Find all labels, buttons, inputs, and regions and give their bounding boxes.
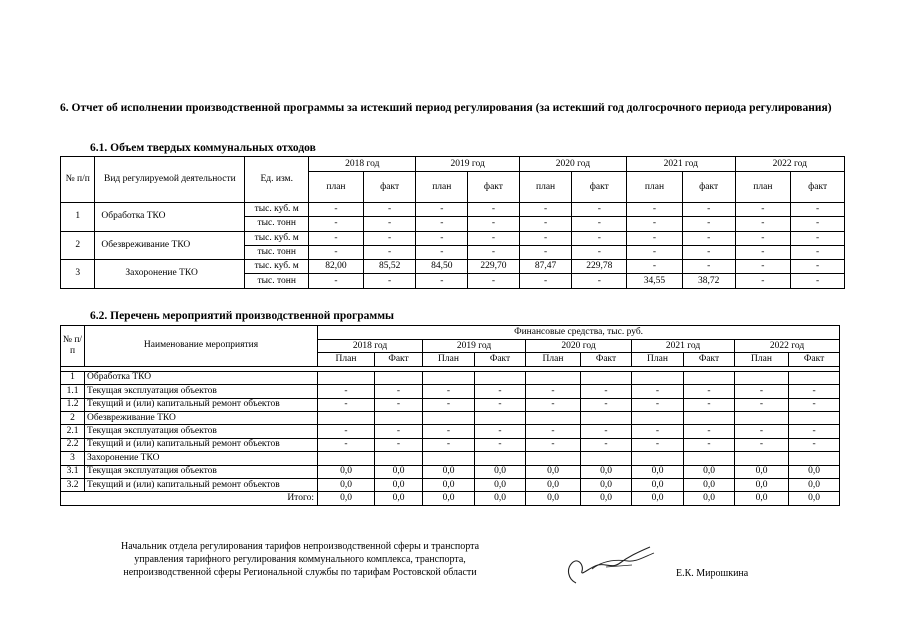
header-year: 2018 год (318, 340, 423, 353)
table-row (61, 425, 840, 438)
value-cell (318, 452, 375, 465)
table-row (61, 465, 840, 478)
value-cell: - (581, 385, 632, 398)
value-cell: - (309, 217, 364, 231)
value-cell (581, 452, 632, 465)
value-cell: - (627, 245, 683, 259)
value-cell: - (375, 425, 423, 438)
value-cell: 85,52 (363, 260, 416, 274)
value-cell: - (632, 398, 684, 411)
table-row (61, 438, 840, 451)
total-value-cell: 0,0 (632, 492, 684, 505)
value-cell (526, 411, 581, 424)
header-fact: факт (682, 172, 735, 203)
row-num: 1 (61, 371, 85, 384)
value-cell (735, 371, 789, 384)
activity-name: Текущий и (или) капитальный ремонт объектов (85, 478, 318, 491)
value-cell (526, 371, 581, 384)
value-cell: 0,0 (423, 465, 475, 478)
value-cell: 229,70 (468, 260, 520, 274)
total-value-cell: 0,0 (735, 492, 789, 505)
value-cell: - (423, 385, 475, 398)
value-cell: 0,0 (735, 465, 789, 478)
value-cell: - (309, 274, 364, 288)
value-cell: - (682, 260, 735, 274)
activity-name: Текущая эксплуатация объектов (85, 385, 318, 398)
value-cell (423, 452, 475, 465)
row-num: 2.1 (61, 425, 85, 438)
value-cell: 82,00 (309, 260, 364, 274)
subsection-2-title: 6.2. Перечень мероприятий производственной программы (90, 310, 395, 322)
value-cell: - (684, 425, 735, 438)
signer-position-line-2: управления тарифного регулирования коммунального комплекса, транспорта, (134, 554, 466, 565)
value-cell: 0,0 (318, 478, 375, 491)
value-cell: - (632, 385, 684, 398)
value-cell: 0,0 (684, 478, 735, 491)
value-cell: - (735, 425, 789, 438)
row-num: 2.2 (61, 438, 85, 451)
value-cell: - (581, 438, 632, 451)
header-num: № п/п (61, 326, 85, 367)
value-cell: - (363, 274, 416, 288)
value-cell (375, 371, 423, 384)
value-cell: - (318, 385, 375, 398)
value-cell (318, 371, 375, 384)
value-cell: - (416, 274, 468, 288)
value-cell: - (791, 260, 845, 274)
value-cell: - (375, 438, 423, 451)
value-cell: - (791, 231, 845, 245)
header-plan: План (735, 353, 789, 366)
value-cell (581, 411, 632, 424)
table-row (61, 385, 840, 398)
value-cell: - (791, 203, 845, 217)
value-cell (684, 371, 735, 384)
value-cell (789, 371, 840, 384)
section-title: 6. Отчет об исполнении производственной программы за истекший период регулирования (за истекший год долгосрочного периода регулирования) (60, 102, 832, 114)
value-cell: - (572, 245, 627, 259)
value-cell (632, 411, 684, 424)
value-cell: - (789, 398, 840, 411)
value-cell: - (572, 274, 627, 288)
value-cell (475, 411, 526, 424)
value-cell: - (519, 245, 572, 259)
value-cell: - (475, 385, 526, 398)
value-cell: - (475, 438, 526, 451)
value-cell: 0,0 (735, 478, 789, 491)
value-cell: - (735, 438, 789, 451)
table-row (61, 398, 840, 411)
table-total-row (61, 492, 840, 505)
value-cell: - (627, 231, 683, 245)
header-year: 2021 год (627, 157, 735, 172)
unit-cell: тыс. куб. м (245, 231, 309, 245)
value-cell: - (581, 398, 632, 411)
header-fact: факт (791, 172, 845, 203)
value-cell: - (684, 398, 735, 411)
unit-cell: тыс. куб. м (245, 203, 309, 217)
header-year: 2018 год (309, 157, 416, 172)
value-cell (789, 411, 840, 424)
value-cell: 0,0 (581, 478, 632, 491)
value-cell: - (526, 385, 581, 398)
header-unit: Ед. изм. (245, 157, 309, 203)
value-cell (423, 411, 475, 424)
value-cell: - (363, 231, 416, 245)
value-cell: - (423, 438, 475, 451)
value-cell: - (627, 260, 683, 274)
value-cell (581, 371, 632, 384)
value-cell (318, 411, 375, 424)
total-value-cell: 0,0 (318, 492, 375, 505)
value-cell: - (475, 425, 526, 438)
header-year: 2019 год (416, 157, 519, 172)
value-cell: 0,0 (526, 478, 581, 491)
value-cell (632, 371, 684, 384)
value-cell: - (682, 203, 735, 217)
value-cell: - (468, 231, 520, 245)
value-cell: - (735, 217, 791, 231)
value-cell: - (309, 231, 364, 245)
value-cell (475, 452, 526, 465)
header-plan: план (519, 172, 572, 203)
table-row (61, 411, 840, 424)
total-value-cell: 0,0 (684, 492, 735, 505)
tko-volume-table (60, 156, 845, 289)
activity-name: Захоронение ТКО (85, 452, 318, 465)
total-label: Итого: (61, 492, 318, 505)
value-cell: - (375, 385, 423, 398)
value-cell: - (468, 245, 520, 259)
value-cell: - (735, 398, 789, 411)
row-num: 3.2 (61, 478, 85, 491)
value-cell: - (526, 438, 581, 451)
header-year: 2020 год (526, 340, 632, 353)
value-cell: - (309, 245, 364, 259)
header-fact: Факт (581, 353, 632, 366)
table-header-row (61, 157, 845, 172)
value-cell: - (789, 438, 840, 451)
activity-name: Текущий и (или) капитальный ремонт объектов (85, 438, 318, 451)
value-cell: - (468, 217, 520, 231)
value-cell: - (627, 217, 683, 231)
header-fact: Факт (684, 353, 735, 366)
value-cell: - (375, 398, 423, 411)
activity-name: Текущий и (или) капитальный ремонт объектов (85, 398, 318, 411)
value-cell: - (581, 425, 632, 438)
header-year: 2022 год (735, 157, 845, 172)
value-cell: - (475, 398, 526, 411)
value-cell: - (632, 425, 684, 438)
header-plan: план (627, 172, 683, 203)
value-cell: - (519, 231, 572, 245)
value-cell: 34,55 (627, 274, 683, 288)
table-row (61, 260, 845, 274)
row-num: 3 (61, 260, 95, 289)
value-cell: 87,47 (519, 260, 572, 274)
header-plan: план (735, 172, 791, 203)
unit-cell: тыс. тонн (245, 217, 309, 231)
value-cell (735, 411, 789, 424)
total-value-cell: 0,0 (526, 492, 581, 505)
unit-cell: тыс. тонн (245, 274, 309, 288)
row-num: 3.1 (61, 465, 85, 478)
header-plan: План (632, 353, 684, 366)
value-cell: - (682, 231, 735, 245)
value-cell: 38,72 (682, 274, 735, 288)
activity-name: Текущая эксплуатация объектов (85, 465, 318, 478)
value-cell (684, 452, 735, 465)
signer-name: Е.К. Мирошкина (676, 568, 749, 579)
value-cell: 0,0 (632, 465, 684, 478)
value-cell (475, 371, 526, 384)
value-cell: 84,50 (416, 260, 468, 274)
value-cell: 0,0 (684, 465, 735, 478)
header-plan: План (526, 353, 581, 366)
value-cell: - (423, 425, 475, 438)
table-row (61, 203, 845, 217)
header-plan: План (318, 353, 375, 366)
signer-position-line-3: непроизводственной сферы Региональной службы по тарифам Ростовской области (123, 567, 477, 578)
value-cell: - (684, 385, 735, 398)
value-cell: 0,0 (632, 478, 684, 491)
header-year: 2019 год (423, 340, 526, 353)
subsection-1-title: 6.1. Объем твердых коммунальных отходов (90, 142, 316, 154)
value-cell: - (791, 245, 845, 259)
value-cell: - (791, 274, 845, 288)
header-fact: Факт (375, 353, 423, 366)
header-fact: Факт (789, 353, 840, 366)
value-cell: - (416, 245, 468, 259)
value-cell: 0,0 (475, 465, 526, 478)
value-cell (423, 371, 475, 384)
row-num: 2 (61, 231, 95, 260)
row-num: 1.1 (61, 385, 85, 398)
value-cell: 0,0 (318, 465, 375, 478)
header-plan: План (423, 353, 475, 366)
value-cell: - (318, 425, 375, 438)
value-cell: 0,0 (581, 465, 632, 478)
header-plan: план (416, 172, 468, 203)
value-cell: - (682, 217, 735, 231)
value-cell: - (572, 231, 627, 245)
header-plan: план (309, 172, 364, 203)
value-cell (632, 452, 684, 465)
value-cell (789, 452, 840, 465)
activity-name: Захоронение ТКО (95, 260, 245, 289)
value-cell: 0,0 (526, 465, 581, 478)
value-cell: - (735, 203, 791, 217)
header-activity-name: Наименование мероприятия (85, 326, 318, 367)
value-cell: - (318, 398, 375, 411)
value-cell: - (735, 274, 791, 288)
program-activities-table (60, 325, 840, 506)
handwritten-signature-icon (562, 543, 658, 587)
header-year: 2021 год (632, 340, 735, 353)
header-fact: Факт (475, 353, 526, 366)
value-cell: - (735, 385, 789, 398)
total-value-cell: 0,0 (375, 492, 423, 505)
value-cell: - (416, 203, 468, 217)
value-cell: - (416, 217, 468, 231)
value-cell: 0,0 (423, 478, 475, 491)
unit-cell: тыс. куб. м (245, 260, 309, 274)
value-cell: - (363, 245, 416, 259)
row-num: 1 (61, 203, 95, 232)
activity-name: Обезвреживание ТКО (85, 411, 318, 424)
table-row (61, 371, 840, 384)
value-cell: - (572, 217, 627, 231)
value-cell: - (789, 385, 840, 398)
value-cell: - (318, 438, 375, 451)
value-cell: - (526, 398, 581, 411)
row-num: 1.2 (61, 398, 85, 411)
header-fact: факт (468, 172, 520, 203)
header-fact: факт (363, 172, 416, 203)
row-num: 3 (61, 452, 85, 465)
value-cell: - (735, 260, 791, 274)
value-cell: - (363, 217, 416, 231)
value-cell: - (423, 398, 475, 411)
header-fact: факт (572, 172, 627, 203)
value-cell: - (735, 245, 791, 259)
value-cell (526, 452, 581, 465)
activity-name: Текущая эксплуатация объектов (85, 425, 318, 438)
value-cell: 0,0 (375, 465, 423, 478)
header-year: 2022 год (735, 340, 840, 353)
value-cell: - (791, 217, 845, 231)
activity-name: Обработка ТКО (95, 203, 245, 232)
table-header-row (61, 326, 840, 340)
table-row (61, 231, 845, 245)
value-cell: - (309, 203, 364, 217)
header-year: 2020 год (519, 157, 626, 172)
table-row (61, 478, 840, 491)
total-value-cell: 0,0 (423, 492, 475, 505)
row-num: 2 (61, 411, 85, 424)
value-cell: - (519, 274, 572, 288)
value-cell: - (363, 203, 416, 217)
value-cell: - (416, 231, 468, 245)
value-cell: - (789, 425, 840, 438)
total-value-cell: 0,0 (789, 492, 840, 505)
value-cell: 229,78 (572, 260, 627, 274)
value-cell: 0,0 (475, 478, 526, 491)
value-cell (735, 452, 789, 465)
value-cell: 0,0 (789, 465, 840, 478)
value-cell (375, 411, 423, 424)
header-financial: Финансовые средства, тыс. руб. (318, 326, 840, 340)
value-cell: 0,0 (375, 478, 423, 491)
value-cell: - (519, 217, 572, 231)
total-value-cell: 0,0 (475, 492, 526, 505)
value-cell: - (572, 203, 627, 217)
header-num: № п/п (61, 157, 95, 203)
value-cell: - (682, 245, 735, 259)
value-cell: - (468, 274, 520, 288)
value-cell: 0,0 (789, 478, 840, 491)
table-row (61, 452, 840, 465)
value-cell: - (684, 438, 735, 451)
value-cell: - (519, 203, 572, 217)
activity-name: Обезвреживание ТКО (95, 231, 245, 260)
signature-block (80, 540, 520, 579)
signer-position-line-1: Начальник отдела регулирования тарифов непроизводственной сферы и транспорта (120, 541, 480, 552)
value-cell: - (632, 438, 684, 451)
value-cell: - (735, 231, 791, 245)
value-cell: - (468, 203, 520, 217)
value-cell: - (526, 425, 581, 438)
value-cell (375, 452, 423, 465)
header-activity-kind: Вид регулируемой деятельности (95, 157, 245, 203)
value-cell: - (627, 203, 683, 217)
total-value-cell: 0,0 (581, 492, 632, 505)
unit-cell: тыс. тонн (245, 245, 309, 259)
value-cell (684, 411, 735, 424)
activity-name: Обработка ТКО (85, 371, 318, 384)
